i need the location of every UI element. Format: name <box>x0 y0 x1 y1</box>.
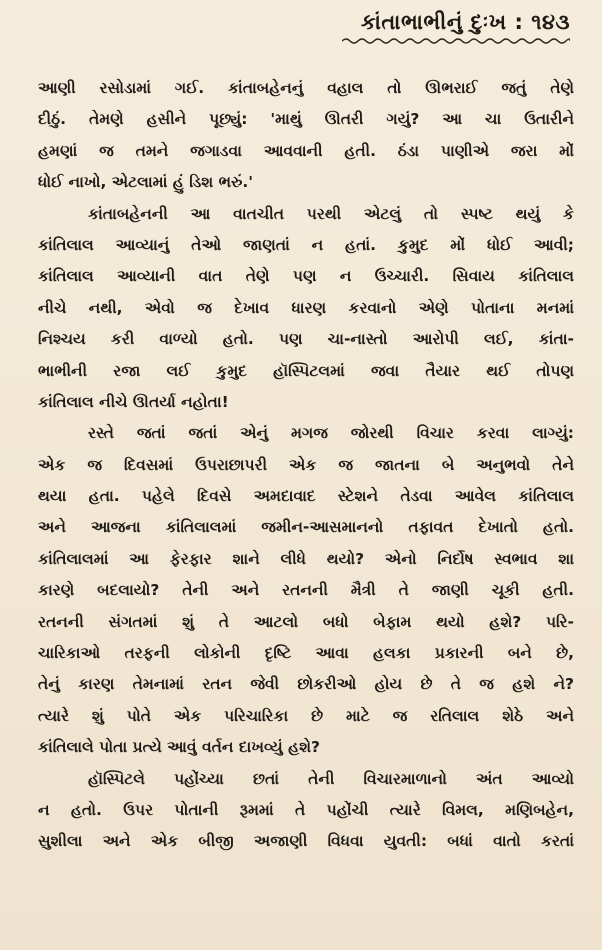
text-line: નીચે નથી, એવો જ દેખાવ ધારણ કરવાનો એણે પોતાના મનમાં <box>38 298 574 317</box>
text-line: કાંતાબહેનની આ વાતચીત પરથી એટલું તો સ્પષ્ટ થયું કે <box>88 204 574 223</box>
running-title: કાંતાભાભીનું દુઃખ : ૧૪૩ <box>360 10 570 34</box>
text-line: દીઠું. તેમણે હસીને પૂછ્યું: 'માથું ઊતરી ગયું? આ ચા ઉતારીને <box>38 110 574 129</box>
text-line: અને આજના કાંતિલાલમાં જમીન-આસમાનનો તફાવત દેખાતો હતો. <box>38 518 574 537</box>
text-line: ન હતો. ઉપર પોતાની રૂમમાં તે પહોંચી ત્યારે વિમલ, મણિબહેન, <box>38 800 574 819</box>
text-line: કાંતિલાલે પોતા પ્રત્યે આવું વર્તન દાખવ્યું હશે? <box>38 738 321 757</box>
text-line: રસ્તે જતાં જતાં એનું મગજ જોરથી વિચાર કરવા લાગ્યું: <box>88 424 574 443</box>
text-line: તેનું કારણ તેમનામાં રતન જેવી છોકરીઓ હોય છે તે જ હશે ને? <box>38 675 574 694</box>
text-line: ત્યારે શું પોતે એક પરિચારિકા છે માટે જ રતિલાલ શેઠે અને <box>38 706 574 725</box>
paragraph <box>38 199 574 419</box>
text-line: આણી રસોડામાં ગઈ. કાંતાબહેનનું વહાલ તો ઊભરાઈ જતું તેણે <box>38 79 574 97</box>
text-line: હમણાં જ તમને જગાડવા આવવાની હતી. ઠંડા પાણીએ જરા મોં <box>38 141 574 160</box>
paragraph <box>38 418 574 763</box>
text-line: ધોઈ નાખો, એટલામાં હું ડિશ ભરું.' <box>38 173 253 192</box>
text-line: નિશ્ચય કરી વાળ્યો હતો. પણ ચા-નાસ્તો આરોપી લઈ, કાંતા- <box>38 330 574 349</box>
text-line: એક જ દિવસમાં ઉપરાછાપરી એક જ જાતના બે અનુભવો તેને <box>38 455 574 474</box>
wavy-underline-ornament <box>342 37 570 45</box>
body-text <box>38 73 574 858</box>
text-line: કાંતિલાલમાં આ ફેરફાર શાને લીધે થયો? એનો નિર્દોષ સ્વભાવ શા <box>38 549 574 568</box>
paragraph <box>38 764 574 858</box>
running-head <box>342 10 570 45</box>
text-line: કાંતિલાલ આવ્યાનું તેઓ જાણતાં ન હતાં. કુમુદ મોં ધોઈ આવી; <box>38 235 574 254</box>
text-line: ચારિકાઓ તરફની લોકોની દૃષ્ટિ આવા હલકા પ્રકારની બને છે, <box>38 644 574 663</box>
text-line: સુશીલા અને એક બીજી અજાણી વિધવા યુવતી: બધાં વાતો કરતાં <box>38 832 574 851</box>
text-line: રતનની સંગતમાં શું તે આટલો બધો બેફામ થયો હશે? પરિ- <box>38 612 574 631</box>
text-line: હૉસ્પિટલે પહોંચ્યા છતાં તેની વિચારમાળાનો અંત આવ્યો <box>88 769 574 788</box>
paragraph <box>38 73 574 199</box>
text-line: કાંતિલાલ નીચે ઊતર્યા નહોતા! <box>38 392 229 411</box>
text-line: ભાભીની રજા લઈ કુમુદ હૉસ્પિટલમાં જવા તૈયાર થઈ તોપણ <box>38 361 574 380</box>
text-line: કાંતિલાલ આવ્યાની વાત તેણે પણ ન ઉચ્ચારી. સિવાય કાંતિલાલ <box>38 267 574 286</box>
text-line: થયા હતા. પહેલે દિવસે અમદાવાદ સ્ટેશને તેડવા આવેલ કાંતિલાલ <box>38 487 574 506</box>
text-line: કારણે બદલાયો? તેની અને રતનની મૈત્રી તે જાણી ચૂકી હતી. <box>38 581 574 600</box>
